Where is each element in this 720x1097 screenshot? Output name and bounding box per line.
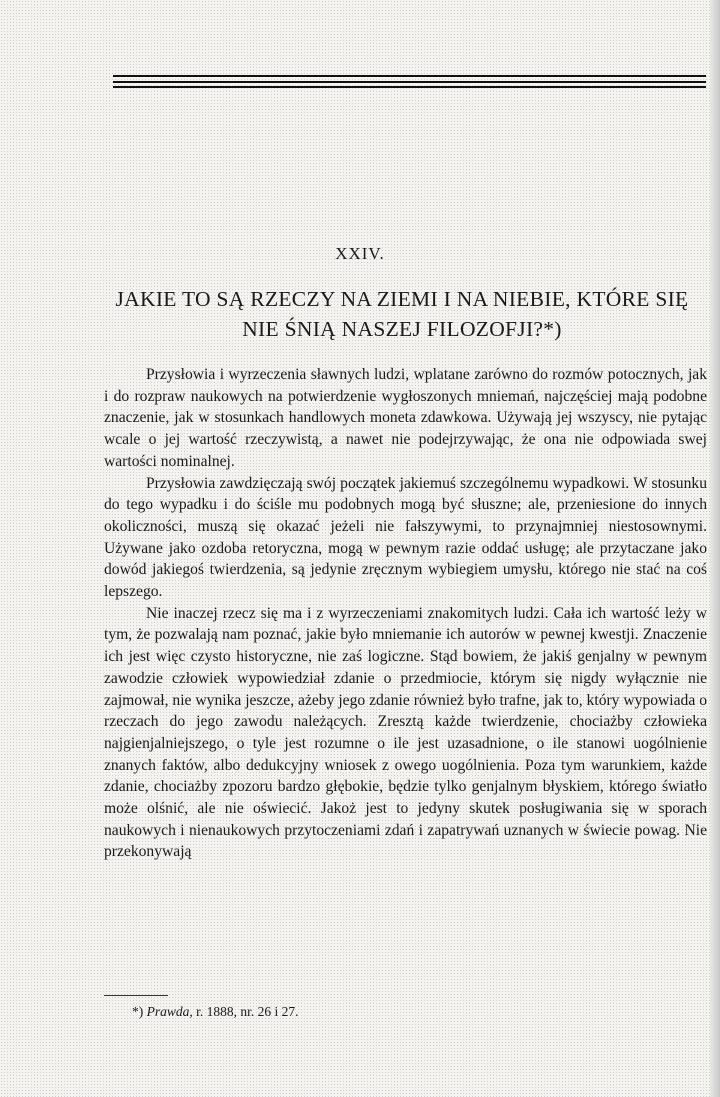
body-text: [104, 364, 707, 863]
chapter-title: JAKIE TO SĄ RZECZY NA ZIEMI I NA NIEBIE, KTÓRE SIĘ NIE ŚNIĄ NASZEJ FILOZOFJI?*): [115, 287, 689, 341]
chapter-number: XXIV.: [335, 244, 385, 263]
footnote-marker: *): [132, 1004, 144, 1019]
scan-edge: [710, 0, 720, 1097]
paragraph: Przysłowia i wyrzeczenia sławnych ludzi, wplatane zarówno do rozmów potocznych, jak i do rozpraw naukowych na potwierdzenie wygłoszonych mniemań, najczęściej mają podobne znaczenie, jak w stosunkach handlowych moneta zdawkowa. Używają jej wszyscy, nie pytając wcale o jej wartość rzeczywistą, a nawet nie podejrzywając, że ona nie odpowiada swej wartości nominalnej.: [104, 366, 707, 470]
header-rule: [113, 86, 706, 88]
footnote: [132, 1004, 299, 1020]
footnote-source: Prawda,: [146, 1004, 193, 1019]
paragraph: Przysłowia zawdzięczają swój początek jakiemuś szczególnemu wypadkowi. W stosunku do tego wypadku i do ściśle mu podobnych mogą być słuszne; ale, przeniesione do innych okoliczności, muszą się okazać jeżeli nie fałszywymi, to przynajmniej niestosownymi. Używane jako ozdoba retoryczna, mogą w pewnym razie oddać usługę; ale przytaczane jako dowód jakiegoś twierdzenia, są jedynie zręcznym wybiegiem umysłu, którego nie stać na coś lepszego.: [104, 474, 707, 601]
footnote-rule: [104, 995, 168, 996]
header-rule: [113, 81, 706, 83]
header-rule: [113, 75, 706, 77]
paragraph: Nie inaczej rzecz się ma i z wyrzeczeniami znakomitych ludzi. Cała ich wartość leży w tym, że pozwalają nam poznać, jakie było mniemanie ich autorów w pewnej kwestji. Znaczenie ich jest więc czysto historyczne, nie zaś logiczne. Stąd bowiem, że jakiś genjalny w pewnym zawodzie człowiek wypowiedział zdanie o przedmiocie, którym się nigdy wyłącznie nie zajmował, nie wynika jeszcze, ażeby jego zdanie również było trafne, jak to, który wypowiada o rzeczach do jego zawodu należących. Zresztą każde twierdzenie, chociażby człowieka najgienjalniejszego, o tyle jest rozumne o ile jest uzasadnione, o ile stanowi uogólnienie znanych faktów, albo dedukcyjny wniosek z owego uogólnienia. Poza tym warunkiem, każde zdanie, chociażby zpozoru bardzo głębokie, będzie tylko genjalnym błyskiem, którego światło może olśnić, ale nie oświecić. Jakoż jest to jedyny skutek posługiwania się w sporach naukowych i nienaukowych przytoczeniami zdań i zapatrywań uznanych w świecie powag. Nie przekonywają: [104, 604, 707, 861]
footnote-details: r. 1888, nr. 26 i 27.: [196, 1004, 299, 1019]
